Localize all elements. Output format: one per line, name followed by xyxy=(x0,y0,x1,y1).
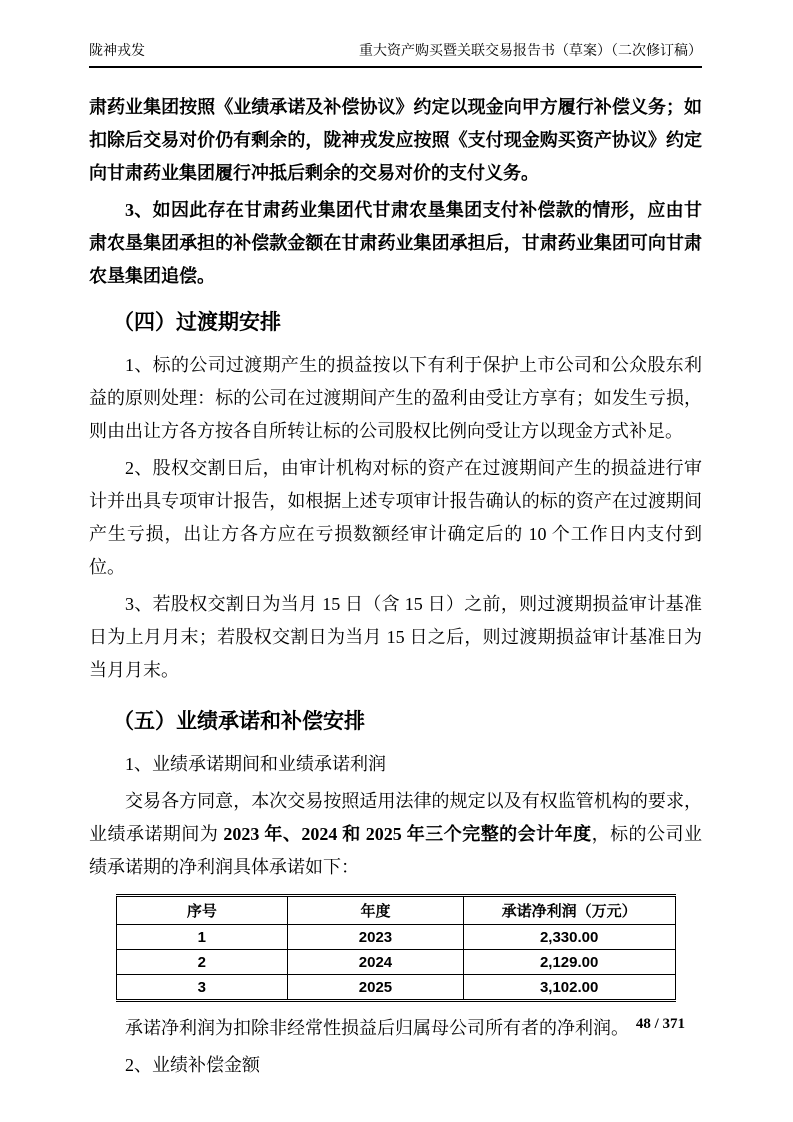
page-number: 48 / 371 xyxy=(635,1016,685,1032)
document-content xyxy=(0,91,793,1082)
paragraph-transition-2: 2、股权交割日后，由审计机构对标的资产在过渡期间产生的损益进行审计并出具专项审计报告，如根据上述专项审计报告确认的标的资产在过渡期间产生亏损，出让方各方应在亏损数额经审计确定后的 10 个工作日内支付到位。 xyxy=(89,458,702,577)
paragraph-commitment-intro xyxy=(89,785,702,884)
cell-promised-profit: 2,129.00 xyxy=(463,950,675,975)
cell-index: 2 xyxy=(116,950,288,975)
intro-text-post: ，标的公司业绩承诺期的净利润具体承诺如下： xyxy=(89,824,703,877)
header-company-name: 陇神戎发 xyxy=(89,44,145,59)
column-header-year: 年度 xyxy=(288,896,464,925)
section-heading-transition-period: （四）过渡期安排 xyxy=(113,311,281,334)
intro-text-pre: 交易各方同意，本次交易按照适用法律的规定以及有权监管机构的要求，业绩承诺期间为 xyxy=(89,791,702,844)
subheading-compensation-amount: 2、业绩补偿金额 xyxy=(125,1055,260,1075)
column-header-promised-profit: 承诺净利润（万元） xyxy=(463,896,675,925)
table-row xyxy=(116,925,675,950)
paragraph-item3-recourse: 3、如因此存在甘肃药业集团代甘肃农垦集团支付补偿款的情形，应由甘肃农垦集团承担的补偿款金额在甘肃药业集团承担后，甘肃药业集团可向甘肃农垦集团追偿。 xyxy=(89,200,702,286)
cell-year: 2024 xyxy=(288,950,464,975)
intro-text-bold-period: 2023 年、2024 和 2025 年三个完整的会计年度 xyxy=(223,824,592,844)
table-row xyxy=(116,975,675,1001)
cell-index: 3 xyxy=(116,975,288,1001)
paragraph-profit-definition-note: 承诺净利润为扣除非经常性损益后归属母公司所有者的净利润。 xyxy=(125,1018,629,1038)
cell-year: 2023 xyxy=(288,925,464,950)
subheading-commitment-period: 1、业绩承诺期间和业绩承诺利润 xyxy=(125,754,386,774)
header-doc-title: 重大资产购买暨关联交易报告书（草案）（二次修订稿） xyxy=(359,44,702,59)
cell-promised-profit: 3,102.00 xyxy=(463,975,675,1001)
cell-index: 1 xyxy=(116,925,288,950)
cell-promised-profit: 2,330.00 xyxy=(463,925,675,950)
column-header-index: 序号 xyxy=(116,896,288,925)
paragraph-transition-3: 3、若股权交割日为当月 15 日（含 15 日）之前，则过渡期损益审计基准日为上月月末；若股权交割日为当月 15 日之后，则过渡期损益审计基准日为当月月末。 xyxy=(89,594,702,680)
paragraph-transition-1: 1、标的公司过渡期产生的损益按以下有利于保护上市公司和公众股东利益的原则处理：标的公司在过渡期间产生的盈利由受让方享有；如发生亏损，则由出让方各方按各自所转让标的公司股权比例向受让方以现金方式补足。 xyxy=(89,355,702,441)
table-header-row xyxy=(116,896,675,925)
cell-year: 2025 xyxy=(288,975,464,1001)
paragraph-compensation-continuation: 肃药业集团按照《业绩承诺及补偿协议》约定以现金向甲方履行补偿义务；如扣除后交易对价仍有剩余的，陇神戎发应按照《支付现金购买资产协议》约定向甘肃药业集团履行冲抵后剩余的交易对价的支付义务。 xyxy=(89,97,702,183)
section-heading-performance-commitment: （五）业绩承诺和补偿安排 xyxy=(113,710,365,733)
table-row xyxy=(116,950,675,975)
page-header xyxy=(89,42,702,68)
promised-net-profit-table xyxy=(116,894,676,1002)
